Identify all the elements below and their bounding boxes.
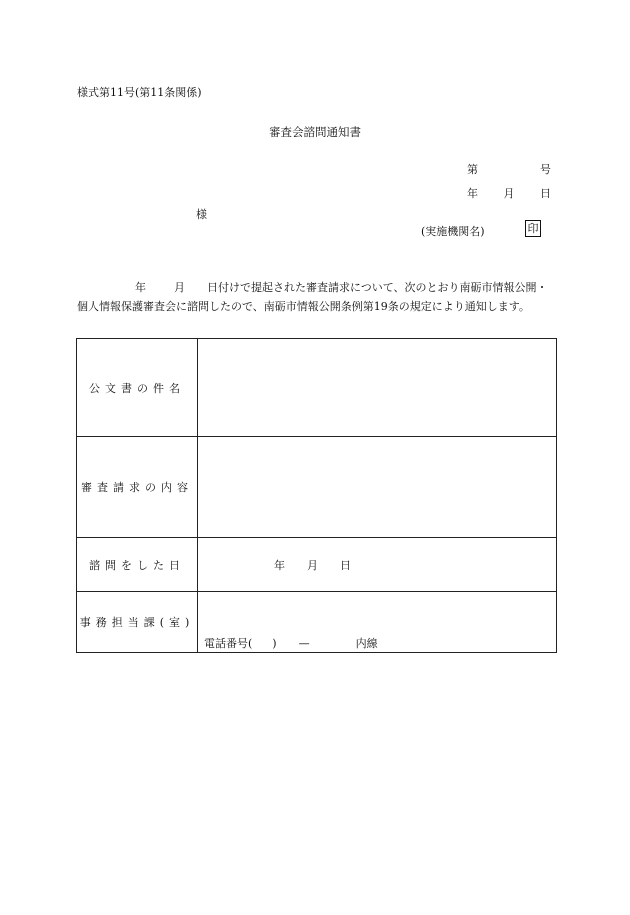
document-subject-field bbox=[198, 339, 557, 437]
issue-month: 月 bbox=[503, 187, 515, 200]
row-label-request-content: 審査請求の内容 bbox=[77, 437, 198, 538]
issue-year: 年 bbox=[467, 187, 478, 200]
seal-mark: 印 bbox=[525, 220, 541, 237]
phone-line bbox=[204, 635, 378, 651]
notice-table bbox=[76, 338, 557, 653]
table-row bbox=[77, 339, 557, 437]
table-row bbox=[77, 592, 557, 653]
notice-body bbox=[77, 278, 557, 316]
number-prefix: 第 bbox=[467, 163, 478, 176]
phone-dash: — bbox=[298, 637, 310, 650]
document-title: 審査会諮問通知書 bbox=[269, 125, 361, 139]
agency-name-label: (実施機関名) bbox=[421, 225, 485, 238]
department-field bbox=[198, 592, 557, 653]
table-row bbox=[77, 538, 557, 592]
inquiry-date-field bbox=[198, 538, 557, 592]
row-label-inquiry-date: 諮問をした日 bbox=[77, 538, 198, 592]
addressee-honorific: 様 bbox=[196, 208, 207, 221]
issue-day: 日 bbox=[540, 187, 551, 200]
inquiry-day: 日 bbox=[340, 559, 351, 572]
row-label-department: 事務担当課(室) bbox=[77, 592, 198, 653]
row-label-document-subject: 公文書の件名 bbox=[77, 339, 198, 437]
body-year: 年 bbox=[135, 281, 146, 294]
inquiry-year: 年 bbox=[274, 559, 285, 572]
phone-close: ) bbox=[272, 637, 277, 650]
table-row bbox=[77, 437, 557, 538]
issue-date bbox=[467, 185, 551, 201]
inquiry-month: 月 bbox=[307, 559, 318, 572]
document-number bbox=[467, 161, 551, 177]
number-suffix: 号 bbox=[540, 163, 551, 176]
phone-label: 電話番号( bbox=[204, 637, 253, 650]
body-text: 日付けで提起された審査請求について、次のとおり南砺市情報公開・個人情報保護審査会に諮問したので、南砺市情報公開条例第19条の規定により通知します。 bbox=[77, 281, 548, 313]
form-number: 様式第11号(第11条関係) bbox=[77, 86, 202, 99]
request-content-field bbox=[198, 437, 557, 538]
phone-extension: 内線 bbox=[355, 637, 378, 650]
body-month: 月 bbox=[174, 281, 185, 294]
